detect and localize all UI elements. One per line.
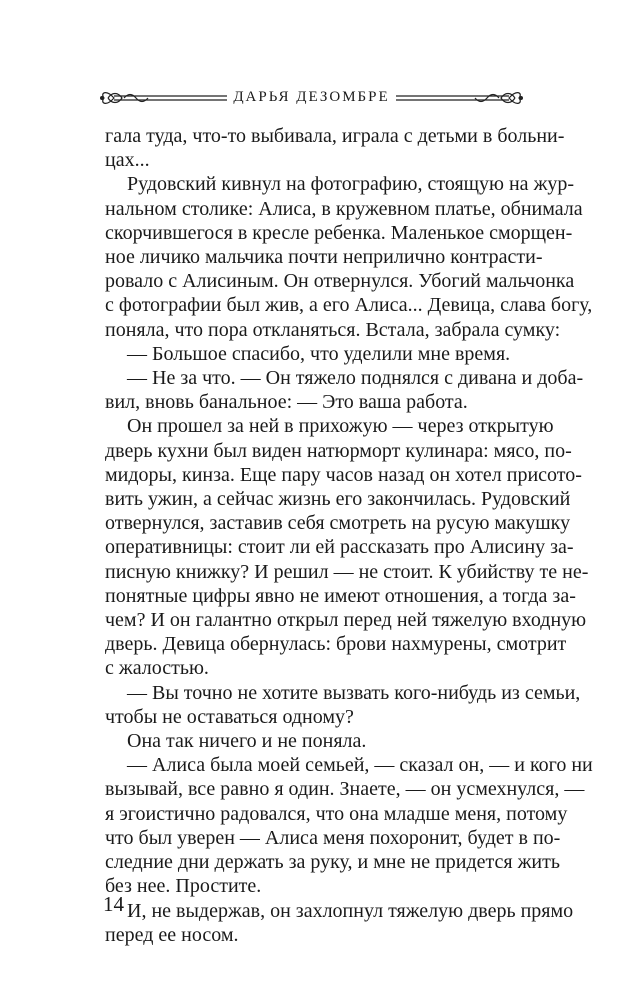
- text-line: ровало с Алисиным. Он отвернулся. Убогий мальчонка: [105, 270, 575, 293]
- paragraph: [105, 899, 574, 947]
- text-line: оперативницы: стоит ли ей рассказать про Алисину за-: [105, 536, 574, 559]
- paragraph: [105, 681, 581, 729]
- text-line: скорчившегося в кресле ребенка. Маленькое сморщен-: [105, 221, 573, 244]
- text-line: дверь кухни был виден натюрморт кулинара: мясо, по-: [105, 439, 572, 462]
- text-line: что был уверен — Алиса меня похоронит, будет в по-: [105, 826, 561, 849]
- text-line: перед ее носом.: [105, 923, 239, 946]
- text-line: с жалостью.: [105, 657, 209, 680]
- text-line: мидоры, кинза. Еще пару часов назад он хотел присото-: [105, 463, 582, 486]
- text-line: ное личико мальчика почти неприлично контрасти-: [105, 246, 543, 269]
- text-line: — Большое спасибо, что уделили мне время.: [127, 342, 511, 365]
- paragraph: [105, 729, 519, 753]
- body-text: [105, 124, 593, 947]
- text-line: нальном столике: Алиса, в кружевном платье, обнимала: [105, 197, 583, 220]
- text-line: отвернулся, заставив себя смотреть на русую макушку: [105, 512, 571, 535]
- text-line: с фотографии был жив, а его Алиса... Девица, слава богу,: [105, 294, 593, 317]
- text-line: дверь. Девица обернулась: брови нахмурены, смотрит: [105, 633, 567, 656]
- text-line: без нее. Простите.: [105, 875, 262, 898]
- paragraph: [105, 342, 519, 366]
- text-line: вызывай, все равно я один. Знаете, — он усмехнулся, —: [105, 778, 585, 801]
- text-line: чем? И он галантно открыл перед ней тяжелую входную: [105, 609, 587, 632]
- text-line: чтобы не оставаться одному?: [105, 705, 354, 728]
- text-line: И, не выдержав, он захлопнул тяжелую дверь прямо: [127, 899, 574, 922]
- text-line: понятные цифры явно не имеют отношения, а тогда за-: [105, 584, 576, 607]
- text-line: Рудовский кивнул на фотографию, стоящую на жур-: [127, 173, 575, 196]
- paragraph: [105, 172, 593, 341]
- paragraph: [105, 124, 565, 172]
- running-header: [100, 83, 523, 113]
- text-line: гала туда, что-то выбивала, играла с детьми в больни-: [105, 125, 565, 147]
- page-number: 14: [103, 892, 124, 916]
- text-line: — Не за что. — Он тяжело поднялся с дивана и доба-: [127, 367, 584, 390]
- header-author: ДАРЬЯ ДЕЗОМБРЕ: [227, 89, 395, 105]
- text-line: поняла, что пора откланяться. Встала, забрала сумку:: [105, 318, 561, 341]
- text-line: писную книжку? И решил — не стоит. К убийству те не-: [105, 560, 589, 583]
- text-line: вить ужин, а сейчас жизнь его закончилась. Рудовский: [105, 488, 571, 511]
- paragraph: [105, 414, 589, 680]
- text-line: следние дни держать за руку, и мне не придется жить: [105, 851, 560, 874]
- text-line: Она так ничего и не поняла.: [127, 730, 367, 753]
- text-line: цах...: [105, 149, 150, 172]
- paragraph: [105, 753, 593, 898]
- text-line: я эгоистично радовался, что она младше меня, потому: [105, 802, 568, 825]
- text-line: Он прошел за ней в прихожую — через открытую: [127, 415, 554, 438]
- paragraph: [105, 366, 584, 414]
- text-line: — Вы точно не хотите вызвать кого-нибудь из семьи,: [127, 681, 581, 704]
- text-line: — Алиса была моей семьей, — сказал он, — и кого ни: [127, 754, 593, 777]
- text-line: вил, вновь банальное: — Это ваша работа.: [105, 391, 468, 414]
